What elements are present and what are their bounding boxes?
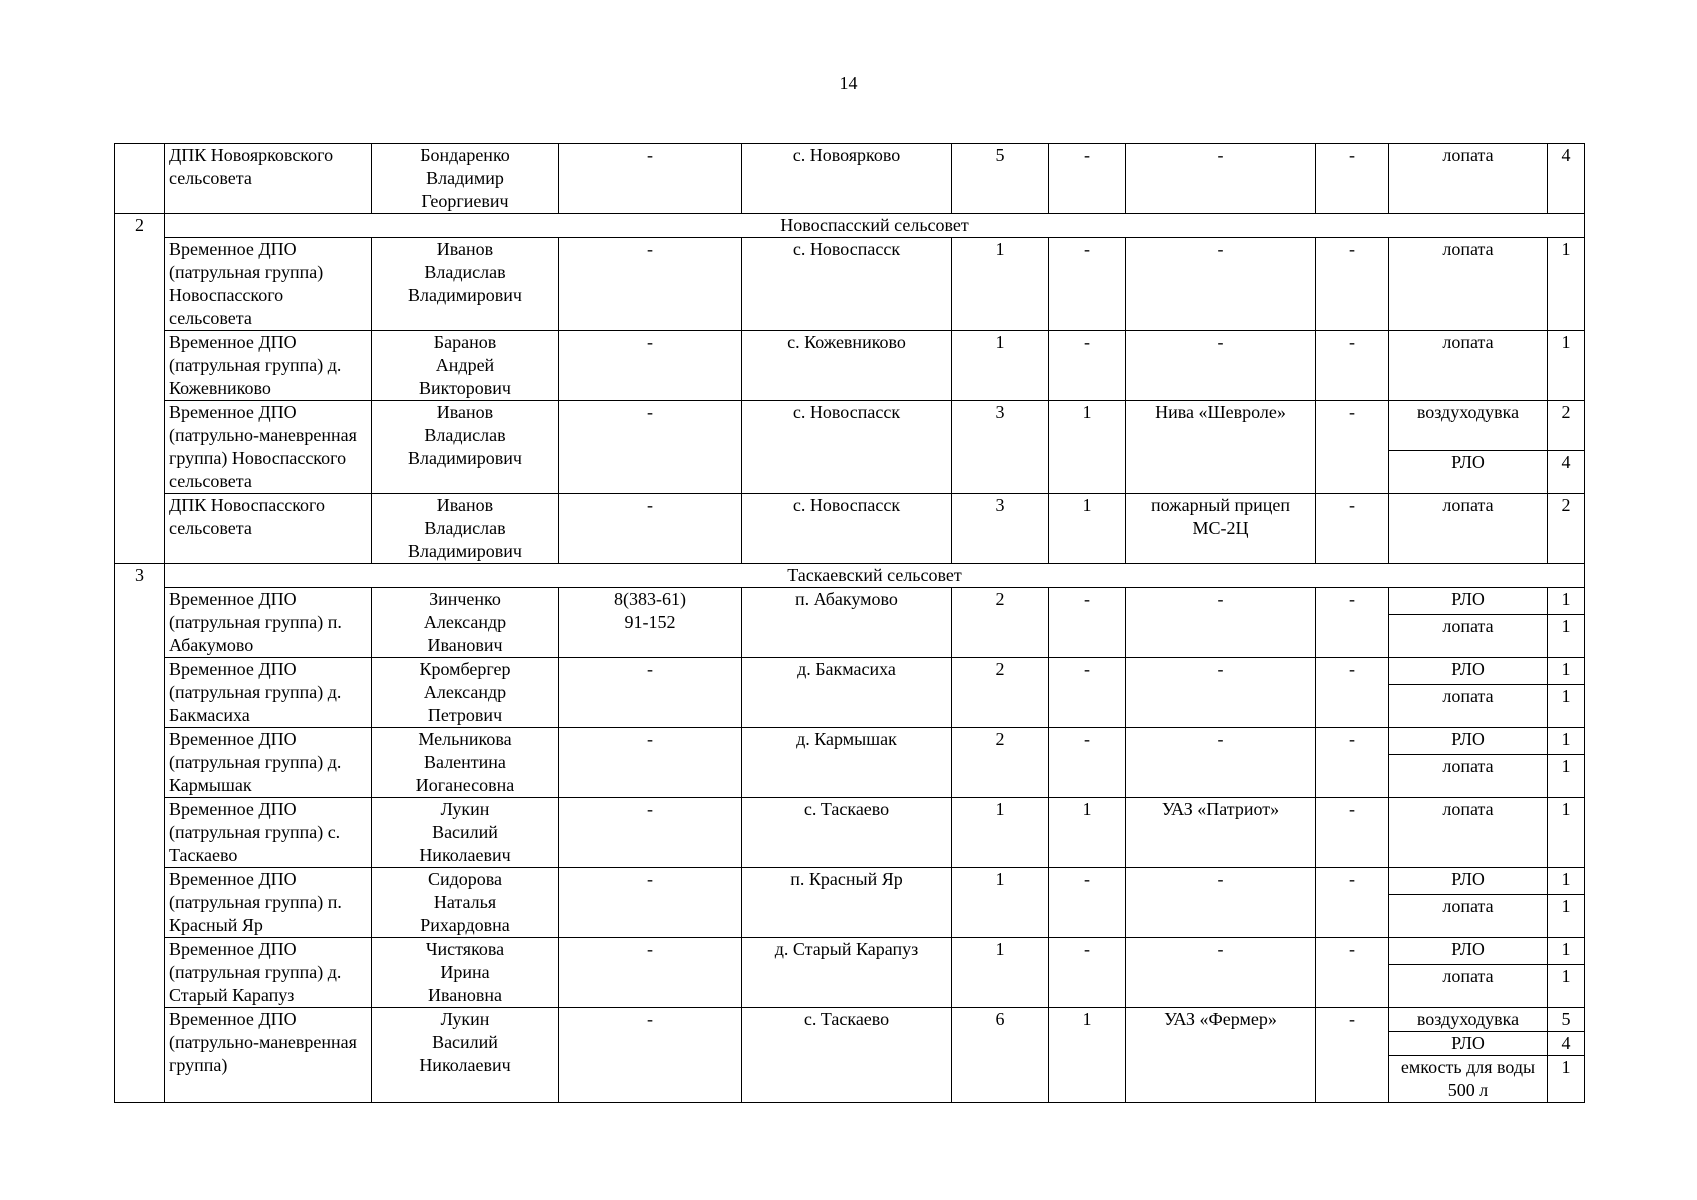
unit-row [115, 401, 1585, 451]
unit-other-cell: - [1316, 798, 1389, 868]
equipment-name-cell: РЛО [1389, 588, 1548, 615]
unit-other-cell: - [1316, 1008, 1389, 1103]
unit-people-cell: 2 [952, 658, 1049, 728]
equipment-qty-cell: 4 [1548, 1032, 1585, 1056]
unit-row [115, 238, 1585, 331]
unit-location-cell: с. Новоспасск [742, 401, 952, 494]
unit-other-cell: - [1316, 588, 1389, 658]
equipment-name-cell: РЛО [1389, 658, 1548, 685]
unit-phone-cell: - [559, 938, 742, 1008]
unit-head-cell: Иванов Владислав Владимирович [372, 401, 559, 494]
unit-phone-cell: - [559, 238, 742, 331]
unit-row [115, 938, 1585, 965]
unit-phone-cell: 8(383-61) 91-152 [559, 588, 742, 658]
unit-other-cell: - [1316, 331, 1389, 401]
equipment-qty-cell: 1 [1548, 798, 1585, 868]
unit-vehicle-model-cell: Нива «Шевроле» [1126, 401, 1316, 494]
equipment-qty-cell: 1 [1548, 685, 1585, 728]
unit-vehicle-model-cell: - [1126, 658, 1316, 728]
unit-location-cell: с. Новоспасск [742, 494, 952, 564]
unit-phone-cell: - [559, 494, 742, 564]
unit-name-cell: Временное ДПО (патрульная группа) Новоспасского сельсовета [165, 238, 372, 331]
unit-other-cell: - [1316, 401, 1389, 494]
unit-name-cell: Временное ДПО (патрульная группа) д. Кармышак [165, 728, 372, 798]
unit-vehicle-model-cell: УАЗ «Патриот» [1126, 798, 1316, 868]
unit-vehicle-model-cell: - [1126, 728, 1316, 798]
unit-people-cell: 6 [952, 1008, 1049, 1103]
unit-location-cell: с. Таскаево [742, 1008, 952, 1103]
equipment-name-cell: лопата [1389, 238, 1548, 331]
equipment-name-cell: лопата [1389, 895, 1548, 938]
equipment-name-cell: РЛО [1389, 451, 1548, 494]
unit-location-cell: с. Кожевниково [742, 331, 952, 401]
unit-head-cell: Лукин Василий Николаевич [372, 798, 559, 868]
unit-people-cell: 2 [952, 728, 1049, 798]
unit-phone-cell: - [559, 1008, 742, 1103]
equipment-qty-cell: 4 [1548, 144, 1585, 214]
unit-name-cell: Временное ДПО (патрульная группа) п. Красный Яр [165, 868, 372, 938]
unit-phone-cell: - [559, 401, 742, 494]
unit-vehicle-model-cell: - [1126, 938, 1316, 1008]
equipment-qty-cell: 1 [1548, 895, 1585, 938]
unit-row [115, 588, 1585, 615]
unit-people-cell: 1 [952, 798, 1049, 868]
unit-vehicle-model-cell: - [1126, 588, 1316, 658]
unit-name-cell: Временное ДПО (патрульная группа) п. Абакумово [165, 588, 372, 658]
unit-people-cell: 2 [952, 588, 1049, 658]
equipment-qty-cell: 1 [1548, 658, 1585, 685]
unit-vehicles-cell: 1 [1049, 401, 1126, 494]
unit-vehicles-cell: 1 [1049, 494, 1126, 564]
unit-row [115, 331, 1585, 401]
unit-vehicle-model-cell: - [1126, 238, 1316, 331]
unit-location-cell: п. Красный Яр [742, 868, 952, 938]
equipment-name-cell: лопата [1389, 685, 1548, 728]
unit-name-cell: Временное ДПО (патрульная группа) д. Старый Карапуз [165, 938, 372, 1008]
unit-head-cell: Кромбергер Александр Петрович [372, 658, 559, 728]
equipment-name-cell: лопата [1389, 798, 1548, 868]
unit-other-cell: - [1316, 728, 1389, 798]
equipment-qty-cell: 2 [1548, 494, 1585, 564]
equipment-name-cell: лопата [1389, 144, 1548, 214]
equipment-name-cell: лопата [1389, 615, 1548, 658]
unit-head-cell: Чистякова Ирина Ивановна [372, 938, 559, 1008]
equipment-qty-cell: 1 [1548, 938, 1585, 965]
group-header-cell: Новоспасский сельсовет [165, 214, 1585, 238]
unit-name-cell: ДПК Новоярковского сельсовета [165, 144, 372, 214]
equipment-qty-cell: 1 [1548, 868, 1585, 895]
unit-head-cell: Зинченко Александр Иванович [372, 588, 559, 658]
unit-name-cell: ДПК Новоспасского сельсовета [165, 494, 372, 564]
equipment-name-cell: РЛО [1389, 1032, 1548, 1056]
unit-phone-cell: - [559, 658, 742, 728]
unit-vehicles-cell: - [1049, 728, 1126, 798]
unit-head-cell: Мельникова Валентина Иоганесовна [372, 728, 559, 798]
equipment-name-cell: воздуходувка [1389, 401, 1548, 451]
unit-vehicle-model-cell: пожарный прицеп МС-2Ц [1126, 494, 1316, 564]
equipment-name-cell: лопата [1389, 494, 1548, 564]
unit-head-cell: Иванов Владислав Владимирович [372, 238, 559, 331]
unit-row [115, 494, 1585, 564]
unit-head-cell: Лукин Василий Николаевич [372, 1008, 559, 1103]
unit-name-cell: Временное ДПО (патрульная группа) д. Кожевниково [165, 331, 372, 401]
page-number: 14 [839, 73, 858, 93]
unit-row [115, 144, 1585, 214]
equipment-name-cell: лопата [1389, 331, 1548, 401]
equipment-qty-cell: 1 [1548, 615, 1585, 658]
unit-people-cell: 1 [952, 868, 1049, 938]
unit-vehicles-cell: - [1049, 144, 1126, 214]
unit-row [115, 728, 1585, 755]
unit-other-cell: - [1316, 868, 1389, 938]
equipment-name-cell: РЛО [1389, 868, 1548, 895]
group-index-cell [115, 144, 165, 214]
unit-vehicle-model-cell: - [1126, 868, 1316, 938]
unit-phone-cell: - [559, 868, 742, 938]
unit-vehicle-model-cell: - [1126, 331, 1316, 401]
unit-row [115, 798, 1585, 868]
unit-vehicles-cell: - [1049, 868, 1126, 938]
unit-name-cell: Временное ДПО (патрульная группа) д. Бакмасиха [165, 658, 372, 728]
equipment-qty-cell: 1 [1548, 588, 1585, 615]
unit-row [115, 658, 1585, 685]
equipment-name-cell: лопата [1389, 755, 1548, 798]
unit-head-cell: Иванов Владислав Владимирович [372, 494, 559, 564]
equipment-qty-cell: 1 [1548, 1056, 1585, 1103]
group-index-cell: 2 [115, 214, 165, 564]
unit-location-cell: д. Кармышак [742, 728, 952, 798]
unit-phone-cell: - [559, 331, 742, 401]
unit-head-cell: Сидорова Наталья Рихардовна [372, 868, 559, 938]
equipment-name-cell: лопата [1389, 965, 1548, 1008]
unit-name-cell: Временное ДПО (патрульно-маневренная группа) [165, 1008, 372, 1103]
unit-name-cell: Временное ДПО (патрульно-маневренная группа) Новоспасского сельсовета [165, 401, 372, 494]
unit-location-cell: с. Новоярково [742, 144, 952, 214]
equipment-qty-cell: 1 [1548, 238, 1585, 331]
equipment-qty-cell: 2 [1548, 401, 1585, 451]
unit-people-cell: 3 [952, 401, 1049, 494]
equipment-qty-cell: 5 [1548, 1008, 1585, 1032]
unit-other-cell: - [1316, 494, 1389, 564]
unit-row [115, 868, 1585, 895]
unit-location-cell: д. Старый Карапуз [742, 938, 952, 1008]
unit-head-cell: Баранов Андрей Викторович [372, 331, 559, 401]
unit-vehicles-cell: - [1049, 938, 1126, 1008]
unit-phone-cell: - [559, 144, 742, 214]
unit-location-cell: п. Абакумово [742, 588, 952, 658]
unit-vehicles-cell: - [1049, 238, 1126, 331]
unit-location-cell: с. Новоспасск [742, 238, 952, 331]
unit-vehicle-model-cell: - [1126, 144, 1316, 214]
unit-vehicles-cell: 1 [1049, 798, 1126, 868]
group-header-cell: Таскаевский сельсовет [165, 564, 1585, 588]
unit-other-cell: - [1316, 144, 1389, 214]
equipment-name-cell: емкость для воды 500 л [1389, 1056, 1548, 1103]
unit-phone-cell: - [559, 798, 742, 868]
unit-people-cell: 5 [952, 144, 1049, 214]
unit-phone-cell: - [559, 728, 742, 798]
unit-other-cell: - [1316, 658, 1389, 728]
equipment-qty-cell: 1 [1548, 965, 1585, 1008]
unit-name-cell: Временное ДПО (патрульная группа) с. Таскаево [165, 798, 372, 868]
unit-vehicles-cell: - [1049, 658, 1126, 728]
unit-vehicles-cell: 1 [1049, 1008, 1126, 1103]
unit-other-cell: - [1316, 238, 1389, 331]
unit-location-cell: с. Таскаево [742, 798, 952, 868]
equipment-qty-cell: 4 [1548, 451, 1585, 494]
unit-people-cell: 3 [952, 494, 1049, 564]
unit-vehicles-cell: - [1049, 588, 1126, 658]
unit-row [115, 1008, 1585, 1032]
unit-people-cell: 1 [952, 938, 1049, 1008]
unit-people-cell: 1 [952, 238, 1049, 331]
equipment-name-cell: РЛО [1389, 938, 1548, 965]
group-index-cell: 3 [115, 564, 165, 1103]
equipment-qty-cell: 1 [1548, 728, 1585, 755]
equipment-qty-cell: 1 [1548, 331, 1585, 401]
unit-vehicles-cell: - [1049, 331, 1126, 401]
unit-other-cell: - [1316, 938, 1389, 1008]
unit-location-cell: д. Бакмасиха [742, 658, 952, 728]
group-header-row [115, 214, 1585, 238]
unit-vehicle-model-cell: УАЗ «Фермер» [1126, 1008, 1316, 1103]
forces-table [114, 143, 1585, 1103]
unit-people-cell: 1 [952, 331, 1049, 401]
equipment-name-cell: воздуходувка [1389, 1008, 1548, 1032]
unit-head-cell: Бондаренко Владимир Георгиевич [372, 144, 559, 214]
group-header-row [115, 564, 1585, 588]
equipment-qty-cell: 1 [1548, 755, 1585, 798]
equipment-name-cell: РЛО [1389, 728, 1548, 755]
